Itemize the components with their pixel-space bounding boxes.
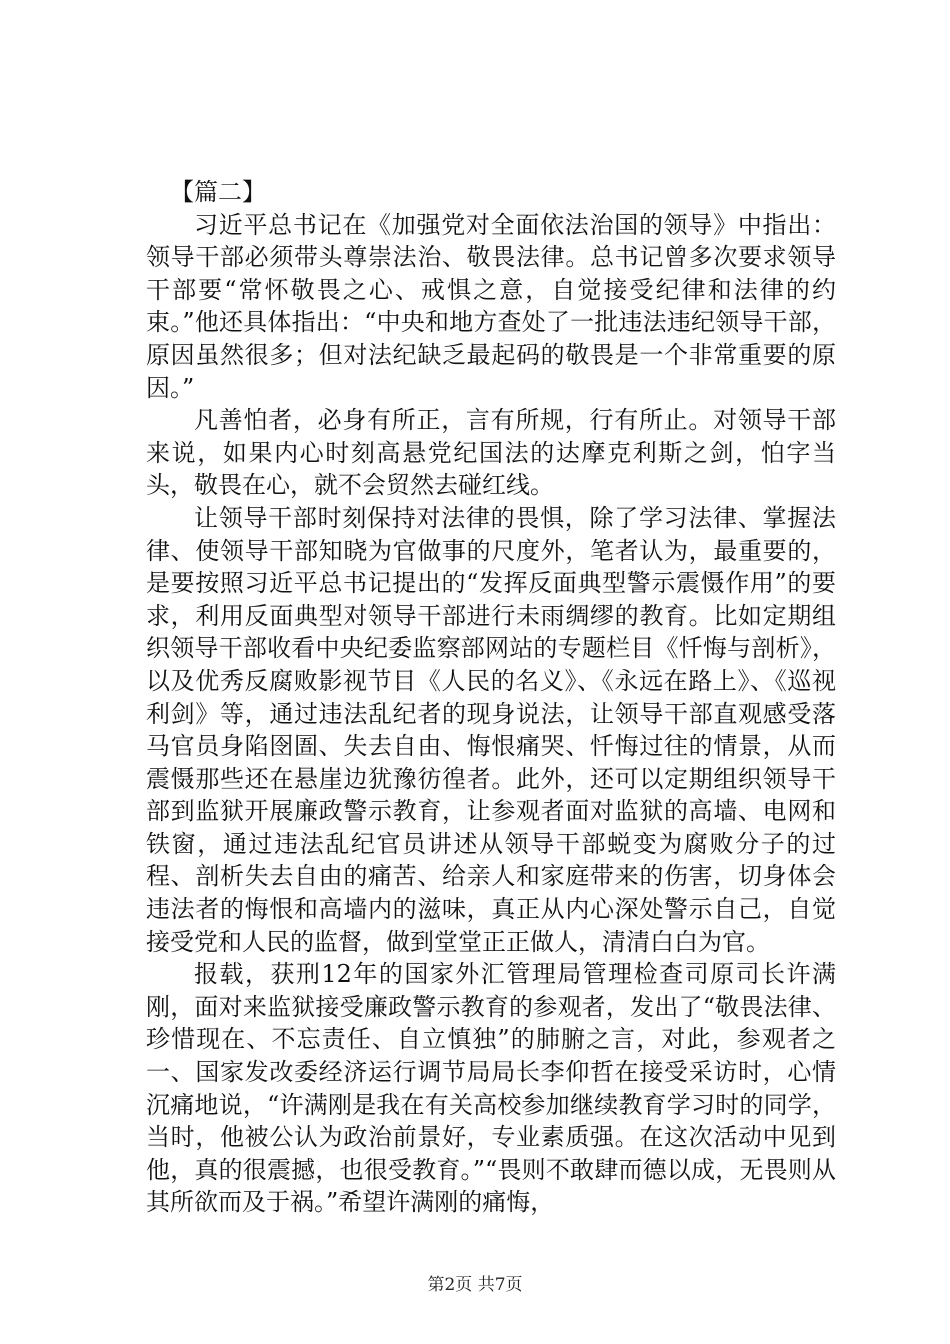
- document-body: [146, 176, 836, 1219]
- page-number-footer: 第2页 共7页: [427, 1275, 523, 1295]
- paragraph: 习近平总书记在《加强党对全面依法治国的领导》中指出：领导干部必须带头尊崇法治、敬畏法律。总书记曾多次要求领导干部要“常怀敬畏之心、戒惧之意，自觉接受纪律和法律的约束。”他还具体指出：“中央和地方查处了一批违法违纪领导干部，原因虽然很多；但对法纪缺乏最起码的敬畏是一个非常重要的原因。”: [146, 210, 836, 402]
- paragraph: 凡善怕者，必身有所正，言有所规，行有所止。对领导干部来说，如果内心时刻高悬党纪国法的达摩克利斯之剑，怕字当头，敬畏在心，就不会贸然去碰红线。: [146, 406, 836, 500]
- section-heading: 【篇二】: [170, 178, 266, 206]
- paragraph: 让领导干部时刻保持对法律的畏惧，除了学习法律、掌握法律、使领导干部知晓为官做事的尺度外，笔者认为，最重要的，是要按照习近平总书记提出的“发挥反面典型警示震慑作用”的要求，利用反面典型对领导干部进行未雨绸缪的教育。比如定期组织领导干部收看中央纪委监察部网站的专题栏目《忏悔与剖析》，以及优秀反腐败影视节目《人民的名义》、《永远在路上》、《巡视利剑》等，通过违法乱纪者的现身说法，让领导干部直观感受落马官员身陷囹圄、失去自由、悔恨痛哭、忏悔过往的情景，从而震慑那些还在悬崖边犹豫彷徨者。此外，还可以定期组织领导干部到监狱开展廉政警示教育，让参观者面对监狱的高墙、电网和铁窗，通过违法乱纪官员讲述从领导干部蜕变为腐败分子的过程、剖析失去自由的痛苦、给亲人和家庭带来的伤害，切身体会违法者的悔恨和高墙内的滋味，真正从内心深处警示自己，自觉接受党和人民的监督，做到堂堂正正做人，清清白白为官。: [146, 503, 836, 956]
- paragraph: 报载，获刑12年的国家外汇管理局管理检查司原司长许满刚，面对来监狱接受廉政警示教育的参观者，发出了“敬畏法律、珍惜现在、不忘责任、自立慎独”的肺腑之言，对此，参观者之一、国家发改委经济运行调节局局长李仰哲在接受采访时，心情沉痛地说，“许满刚是我在有关高校参加继续教育学习时的同学，当时，他被公认为政治前景好，专业素质强。在这次活动中见到他，真的很震撼，也很受教育。”“畏则不敢肆而德以成，无畏则从其所欲而及于祸。”希望许满刚的痛悔，: [146, 960, 836, 1217]
